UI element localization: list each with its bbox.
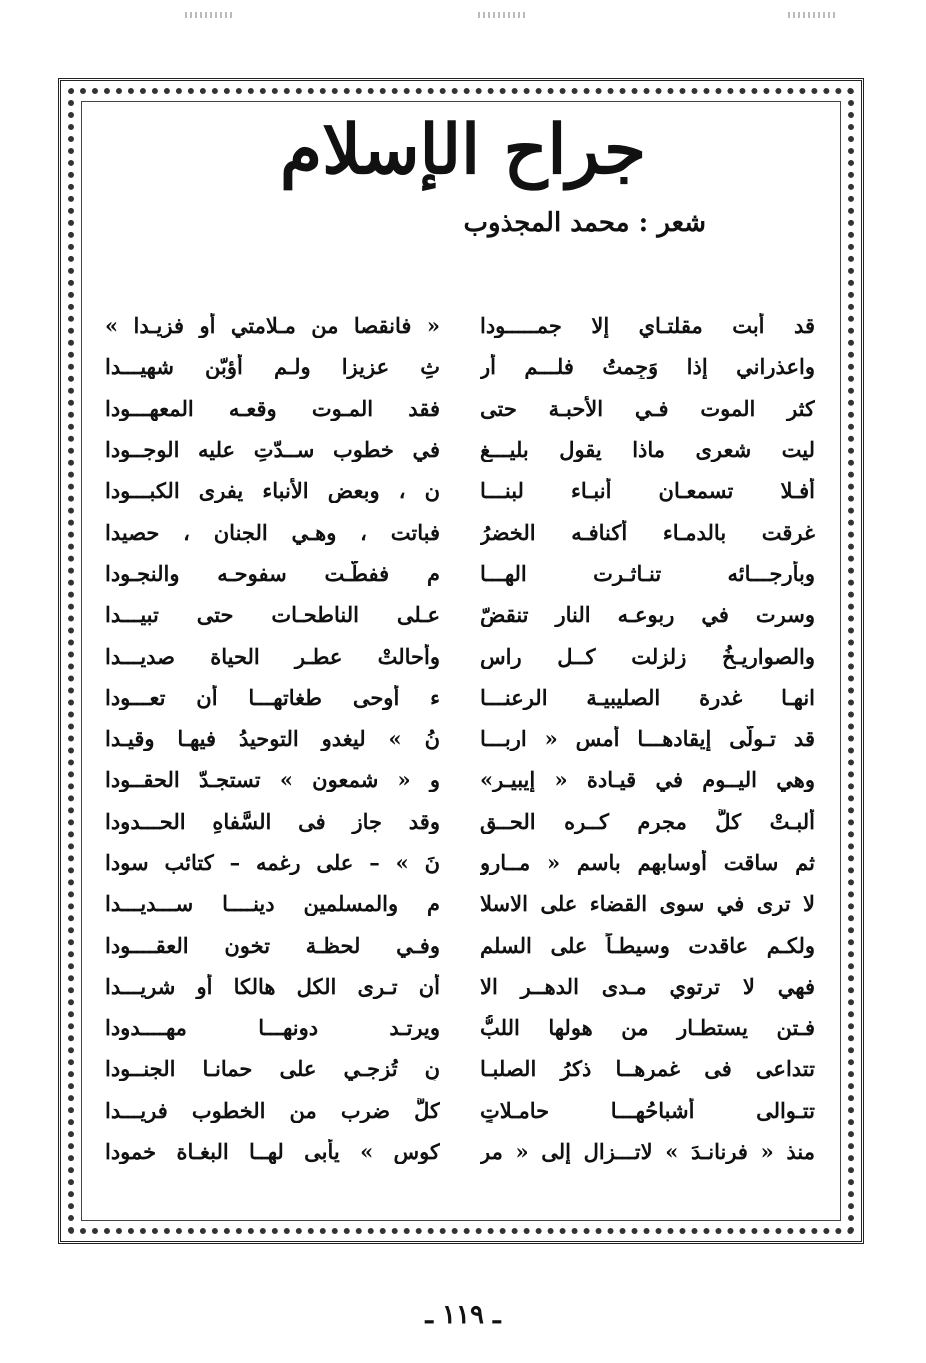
- verse-line: [105, 594, 815, 635]
- verse-line: [105, 1131, 815, 1172]
- verse-first-hemistich: والصواريـخُ زلزلت كــل راسٍ: [480, 643, 815, 669]
- verse-line: [105, 305, 815, 346]
- verse-second-hemistich: نُ » ليغدو التوحيدُ فيهـا وقيـدا: [105, 726, 440, 752]
- verse-second-hemistich: نَ » – على رغمه – كتائب سودا: [105, 850, 440, 875]
- verse-second-hemistich: ثِ عزيزا ولـم أؤبّن شهيـــدا: [105, 354, 440, 380]
- verse-line: [105, 677, 815, 718]
- verse-line: [105, 511, 815, 552]
- verse-first-hemistich: ولكـم عاقدت وسيطـاً على السلم: [480, 932, 815, 958]
- verse-first-hemistich: ثم ساقت أوسابهم باسم « مــارو: [480, 850, 815, 875]
- verse-first-hemistich: فهي لا ترتوي مـدى الدهــر الا: [480, 973, 815, 999]
- verse-second-hemistich: ن ، وبعض الأنباء يفرى الكبـــودا: [105, 478, 440, 504]
- verse-first-hemistich: ألبـتْ كلَّ مجرم كــره الحــق: [480, 808, 815, 834]
- verse-line: [105, 801, 815, 842]
- verse-second-hemistich: كوس » يأبى لهــا البغـاة خمودا: [105, 1139, 440, 1165]
- verse-line: [105, 718, 815, 759]
- verse-second-hemistich: م ففطّـت سفوحـه والنجـودا: [105, 560, 440, 586]
- verse-second-hemistich: فباتت ، وهـي الجنان ، حصيدا: [105, 519, 440, 545]
- verse-second-hemistich: و « شمعون » تستجـدّ الحقــودا: [105, 767, 440, 793]
- scan-speck: [788, 12, 838, 18]
- verse-line: [105, 1048, 815, 1089]
- verse-first-hemistich: فـتن يستطـار من هولها اللبُّ: [480, 1015, 815, 1041]
- verse-second-hemistich: ء أوحى طغاتهـــا أن تعـــودا: [105, 684, 440, 710]
- scan-speck: [185, 12, 235, 18]
- verse-first-hemistich: وهي اليــوم في قيـادة « إيبيـر»: [480, 767, 815, 793]
- verse-second-hemistich: « فانقصا من مـلامتي أو فزيـدا »: [105, 313, 440, 339]
- poem-header: [90, 110, 836, 240]
- verse-line: [105, 635, 815, 676]
- verse-first-hemistich: وسرت في ربوعـه النار تنقضّ: [480, 602, 815, 628]
- verse-second-hemistich: وفـي لحظـة تخون العقــــودا: [105, 932, 440, 958]
- poem-author: شعر : محمد المجذوب: [463, 208, 706, 238]
- verse-first-hemistich: واعذراني إذا وَجِمتُ فلـــم أر: [480, 354, 815, 380]
- verse-line: [105, 883, 815, 924]
- verse-first-hemistich: تتـوالى أشباحُهـــا حامـلاتٍ: [480, 1097, 815, 1123]
- verse-line: [105, 553, 815, 594]
- verse-first-hemistich: تتداعى فى غمرهــا ذكرُ الصلبـا: [480, 1056, 815, 1082]
- verse-first-hemistich: أفـلا تسمعـان أنبـاء لبنـــا: [480, 478, 815, 504]
- verse-second-hemistich: أن تـرى الكل هالكا أو شريـــدا: [105, 973, 440, 999]
- verse-second-hemistich: كلَّ ضرب من الخطوب فريـــدا: [105, 1097, 440, 1123]
- poem-title: جراح الإسلام: [280, 110, 646, 190]
- verse-second-hemistich: نِ تُزجـي على حمانـا الجنــودا: [105, 1056, 440, 1082]
- verse-second-hemistich: في خطوب ســدّتِ عليه الوجــودا: [105, 437, 440, 463]
- verse-first-hemistich: ليت شعرى ماذا يقول بليـــغ: [480, 437, 815, 463]
- page-number: ـ ١١٩ ـ: [425, 1300, 501, 1330]
- verse-first-hemistich: غرقت بالدمـاء أكنافـه الخضرُ: [480, 519, 815, 545]
- verse-second-hemistich: ويرتـد دونهـــا مهــــدودا: [105, 1015, 440, 1041]
- verse-first-hemistich: كثر الموت فـي الأحبـة حتى: [480, 395, 815, 421]
- verse-line: [105, 966, 815, 1007]
- verse-line: [105, 1007, 815, 1048]
- verse-first-hemistich: منذ « فرنانـدَ » لاتـــزال إلى « مر: [480, 1139, 815, 1165]
- verse-first-hemistich: انهـا غدرة الصليبيـة الرعنـــا: [480, 684, 815, 710]
- verse-line: [105, 388, 815, 429]
- verse-line: [105, 346, 815, 387]
- verse-line: [105, 470, 815, 511]
- verse-second-hemistich: عـلى الناطحـات حتى تبيـــدا: [105, 602, 440, 628]
- verse-line: [105, 429, 815, 470]
- verse-line: [105, 1090, 815, 1131]
- poem-body: [105, 305, 815, 1172]
- verse-line: [105, 759, 815, 800]
- verse-second-hemistich: فقد المـوت وقعـه المعهـــودا: [105, 395, 440, 421]
- verse-line: [105, 924, 815, 965]
- verse-second-hemistich: وأحالتْ عطـر الحياة صديـــدا: [105, 643, 440, 669]
- verse-first-hemistich: لا ترى في سوى القضاء على الاسلا: [480, 891, 815, 917]
- verse-first-hemistich: وبأرجـــائه تنـاثـرت الهـــا: [480, 560, 815, 586]
- verse-line: [105, 842, 815, 883]
- verse-second-hemistich: وقد جاز فى السَّفاهِ الحـــدودا: [105, 808, 440, 834]
- scan-speck: [478, 12, 528, 18]
- verse-first-hemistich: قد تـولّى إيقادهـــا أمس « اربـــا: [480, 726, 815, 752]
- verse-second-hemistich: م والمسلمين دينــــا ســـديـــدا: [105, 891, 440, 917]
- verse-first-hemistich: قد أبت مقلتـاي إلا جمـــــودا: [480, 313, 815, 339]
